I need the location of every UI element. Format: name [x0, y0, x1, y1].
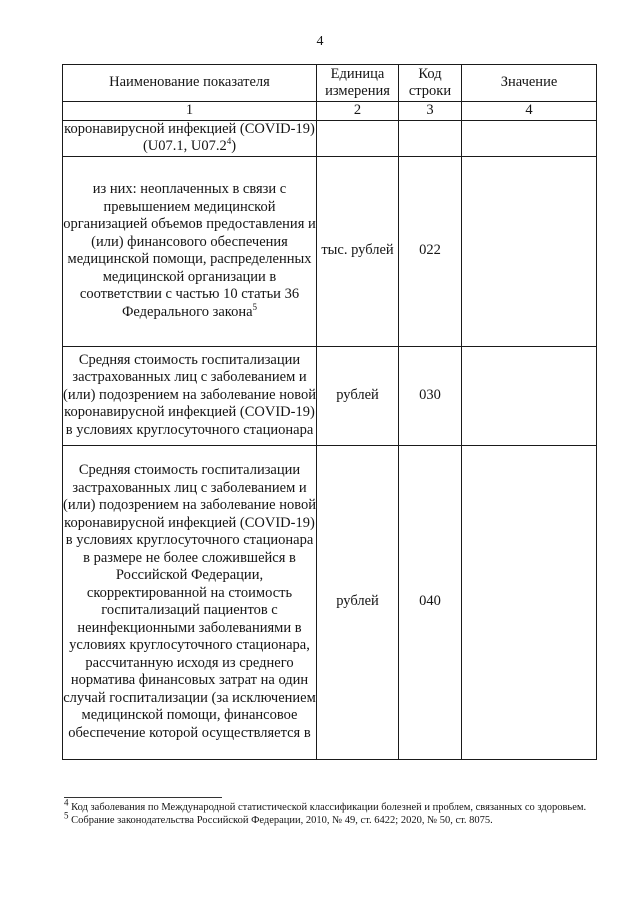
- row-unit: тыс. рублей: [317, 156, 399, 346]
- footnote-text: Собрание законодательства Российской Федерации, 2010, № 49, ст. 6422; 2020, № 50, ст. 8075.: [71, 815, 493, 826]
- table-row: [63, 120, 597, 156]
- indicator-table: [62, 64, 597, 760]
- row-value: [462, 120, 597, 156]
- footnote-divider: [64, 797, 222, 798]
- page-number: 4: [316, 34, 324, 49]
- row-value: [462, 156, 597, 346]
- row-name: Средняя стоимость госпитализации застрахованных лиц с заболеванием и (или) подозрением на заболевание новой коронавирусной инфекцией (COVID-19) в условиях круглосуточного стационара в размере не более сложившейся в Российской Федерации, скорректированной на стоимость госпитализаций пациентов с неинфекционными заболеваниями в условиях круглосуточного стационара, рассчитанную исходя из среднего норматива финансовых затрат на один случай госпитализации (за исключением медицинской помощи, финансовое обеспечение которой осуществляется в: [63, 445, 317, 759]
- table-row: [63, 156, 597, 346]
- footnote-ref: 5: [252, 301, 258, 312]
- header-code: Код строки: [399, 65, 462, 102]
- row-name: Средняя стоимость госпитализации застрахованных лиц с заболеванием и (или) подозрением на заболевание новой коронавирусной инфекцией (COVID-19) в условиях круглосуточного стационара: [63, 346, 317, 445]
- footnote: [64, 797, 598, 814]
- footnote-ref: 4: [226, 136, 232, 147]
- row-code: 030: [399, 346, 462, 445]
- footnotes: [64, 797, 598, 827]
- row-code: 040: [399, 445, 462, 759]
- footnote-mark: 5: [64, 810, 69, 821]
- row-name-cell: [63, 156, 317, 346]
- header-name: Наименование показателя: [63, 65, 317, 102]
- row-unit: рублей: [317, 346, 399, 445]
- footnote-mark: 4: [64, 797, 69, 808]
- header-unit: Единица измерения: [317, 65, 399, 102]
- column-number-row: [63, 102, 597, 121]
- header-value: Значение: [462, 65, 597, 102]
- footnote: [64, 810, 598, 827]
- row-unit: рублей: [317, 445, 399, 759]
- row-value: [462, 346, 597, 445]
- row-name: из них: неоплаченных в связи с превышением медицинской организацией объемов предоставления и (или) финансового обеспечения медицинской помощи, распределенных медицинской организации в соответствии с частью 10 статьи 36 Федерального закона: [63, 181, 316, 320]
- row-name-cell: [63, 120, 317, 156]
- footnote-text: Код заболевания по Международной статистической классификации болезней и проблем, связанных со здоровьем.: [71, 802, 587, 813]
- table-row: [63, 445, 597, 759]
- row-unit: [317, 120, 399, 156]
- table-header-row: [63, 65, 597, 102]
- row-name-tail: ): [231, 138, 237, 154]
- row-name: коронавирусной инфекцией (COVID-19) (U07.1, U07.2: [64, 120, 315, 154]
- row-value: [462, 445, 597, 759]
- column-number: 3: [399, 102, 462, 121]
- table-row: [63, 346, 597, 445]
- column-number: 1: [63, 102, 317, 121]
- row-code: 022: [399, 156, 462, 346]
- column-number: 4: [462, 102, 597, 121]
- row-code: [399, 120, 462, 156]
- column-number: 2: [317, 102, 399, 121]
